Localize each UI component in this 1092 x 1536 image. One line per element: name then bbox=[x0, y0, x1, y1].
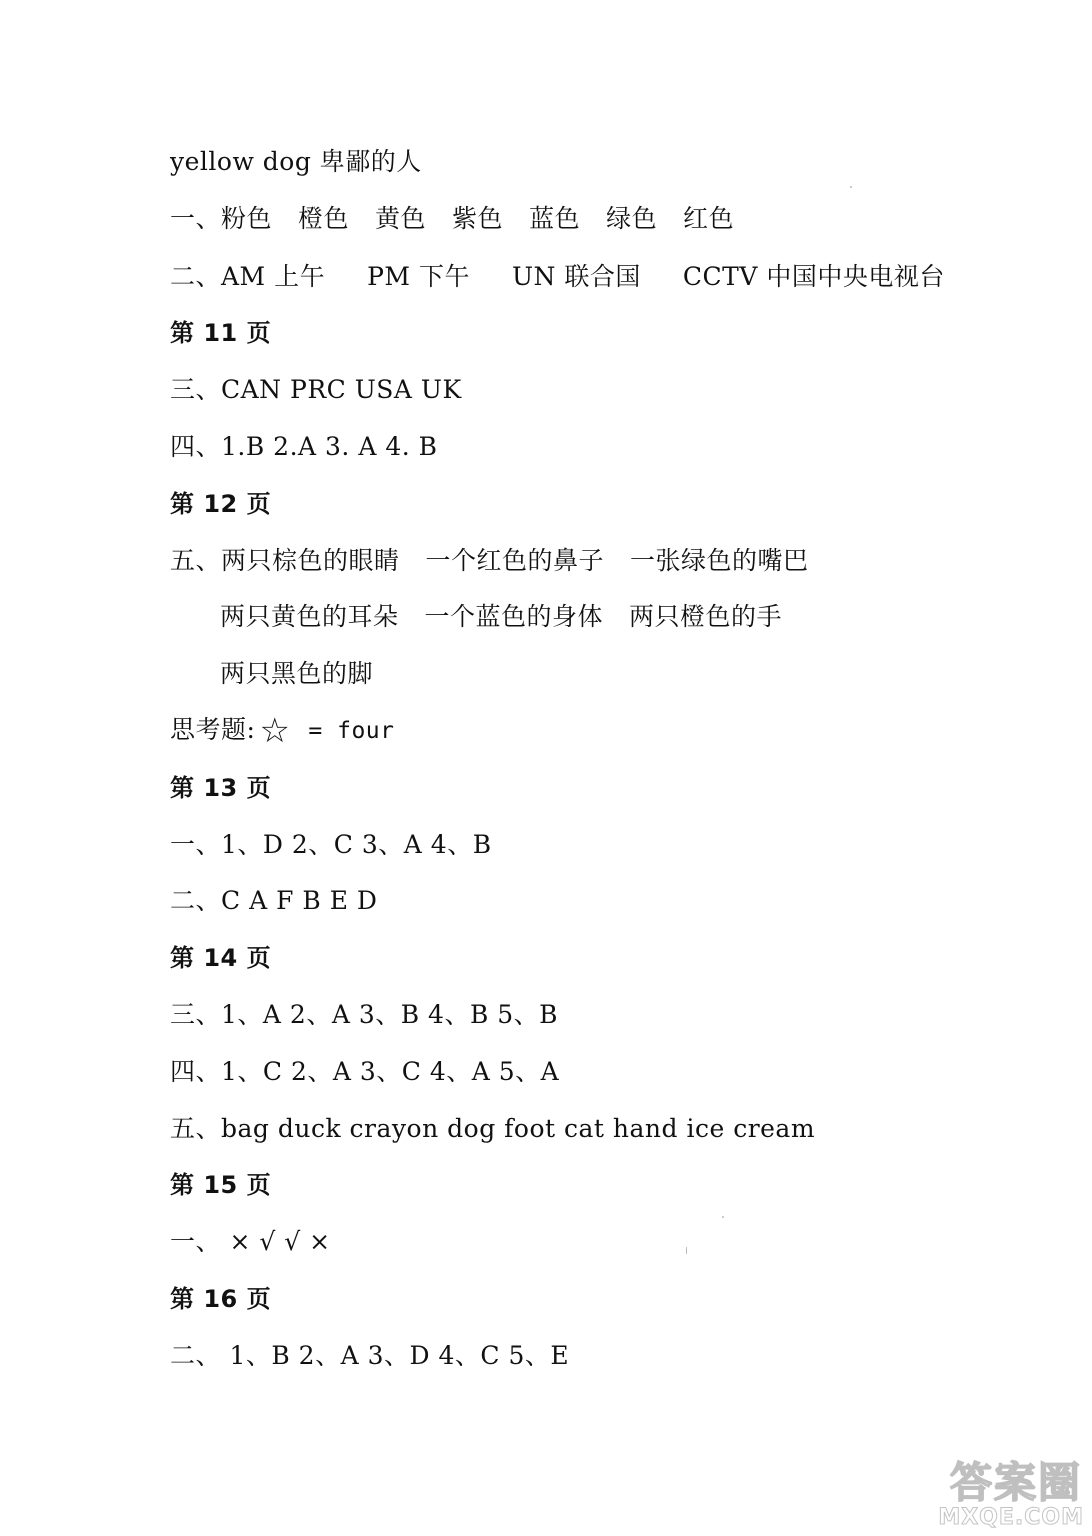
watermark-top-text: 答案圈 bbox=[949, 1458, 1082, 1507]
line-body-parts-2 bbox=[220, 601, 808, 633]
abbr-un: UN 联合国 bbox=[511, 262, 641, 291]
watermark-logo bbox=[934, 1450, 1084, 1530]
line-body-parts-1 bbox=[170, 545, 835, 577]
color-orange: 橙色 bbox=[298, 204, 350, 233]
abbr-am: 二、AM 上午 bbox=[170, 262, 326, 291]
heading-page-13: 第 13 页 bbox=[170, 774, 272, 802]
color-purple: 紫色 bbox=[452, 204, 504, 233]
part-nose: 一个红色的鼻子 bbox=[425, 546, 605, 575]
thinking-answer: = four bbox=[308, 718, 395, 744]
line-p14-section-5: 五、bag duck crayon dog foot cat hand ice cream bbox=[170, 1114, 816, 1143]
color-red: 红色 bbox=[683, 204, 735, 233]
scan-speck bbox=[686, 1247, 687, 1254]
heading-page-11: 第 11 页 bbox=[170, 319, 272, 347]
abbr-pm: PM 下午 bbox=[367, 262, 470, 291]
star-icon: ☆ bbox=[259, 711, 291, 751]
part-body: 一个蓝色的身体 bbox=[424, 602, 604, 631]
line-colors bbox=[170, 203, 760, 235]
heading-page-14: 第 14 页 bbox=[170, 944, 272, 972]
heading-page-15: 第 15 页 bbox=[170, 1171, 272, 1199]
watermark-bottom-text: MXQE.COM bbox=[938, 1505, 1084, 1530]
color-yellow: 黄色 bbox=[375, 204, 427, 233]
line-yellow-dog: yellow dog 卑鄙的人 bbox=[170, 147, 422, 176]
line-p13-section-2: 二、C A F B E D bbox=[170, 886, 378, 915]
line-p14-section-3: 三、1、A 2、A 3、B 4、B 5、B bbox=[170, 1000, 559, 1029]
color-blue: 蓝色 bbox=[529, 204, 581, 233]
line-body-parts-3: 两只黑色的脚 bbox=[220, 659, 374, 688]
part-hands: 两只橙色的手 bbox=[629, 602, 783, 631]
line-four-answers: 四、1.B 2.A 3. A 4. B bbox=[170, 432, 438, 461]
line-p16-section-2: 二、 1、B 2、A 3、D 4、C 5、E bbox=[170, 1341, 570, 1370]
heading-page-12: 第 12 页 bbox=[170, 490, 272, 518]
line-abbreviations bbox=[170, 261, 971, 293]
heading-page-16: 第 16 页 bbox=[170, 1285, 272, 1313]
scan-speck bbox=[850, 186, 852, 188]
line-p15-section-1: 一、 × √ √ × bbox=[170, 1227, 331, 1256]
part-mouth: 一张绿色的嘴巴 bbox=[630, 546, 809, 575]
abbr-cctv: CCTV 中国中央电视台 bbox=[682, 262, 945, 291]
line-thinking-question bbox=[170, 711, 395, 751]
line-p14-section-4: 四、1、C 2、A 3、C 4、A 5、A bbox=[170, 1057, 560, 1086]
part-ears: 两只黄色的耳朵 bbox=[220, 602, 399, 631]
part-eyes: 五、两只棕色的眼睛 bbox=[170, 546, 400, 575]
thinking-label: 思考题: bbox=[170, 715, 256, 744]
color-green: 绿色 bbox=[606, 204, 658, 233]
line-p13-section-1: 一、1、D 2、C 3、A 4、B bbox=[170, 830, 492, 859]
scan-speck bbox=[722, 1216, 724, 1218]
color-pink: 一、粉色 bbox=[170, 204, 273, 233]
line-countries: 三、CAN PRC USA UK bbox=[170, 375, 462, 404]
